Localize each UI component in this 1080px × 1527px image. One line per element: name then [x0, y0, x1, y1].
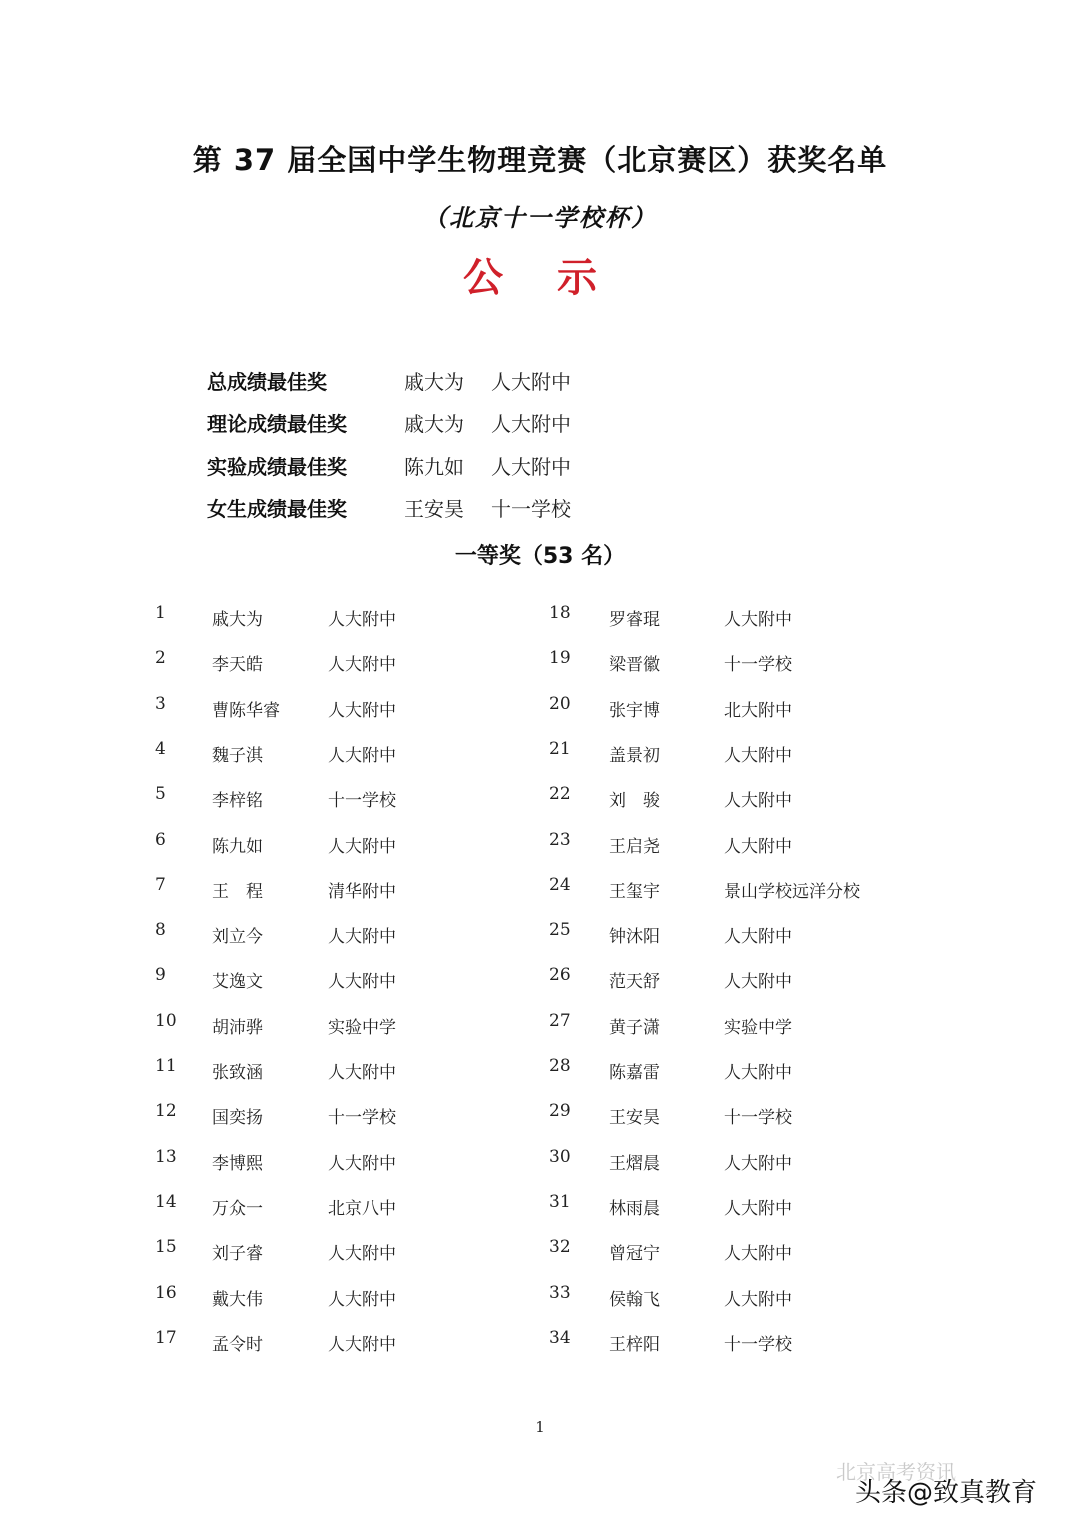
winner-rank: 30: [549, 1146, 571, 1167]
winner-rank: 2: [155, 648, 166, 669]
winner-name: 陈九如: [404, 455, 464, 479]
winner-row: [0, 1237, 1080, 1277]
winner-school: 人大附中: [724, 1244, 792, 1265]
winner-row: [0, 1192, 1080, 1232]
winner-row: [0, 1328, 1080, 1368]
winner-school: 十一学校: [724, 655, 792, 676]
winner-school: 人大附中: [724, 972, 792, 993]
winner-row: [0, 1283, 1080, 1323]
winner-name: 戴大伟: [212, 1289, 263, 1310]
winner-name: 刘 骏: [609, 791, 660, 812]
winner-rank: 19: [549, 648, 571, 669]
winner-name: 戚大为: [212, 610, 263, 630]
winner-name: 钟沐阳: [609, 927, 660, 948]
first-prize-heading: 一等奖（53 名）: [454, 544, 626, 569]
award-title: 理论成绩最佳奖: [207, 412, 347, 436]
winner-name: 戚大为: [404, 412, 464, 436]
best-award-row: [0, 451, 1080, 491]
document-subtitle: （北京十一学校杯）: [423, 203, 657, 232]
award-title: 总成绩最佳奖: [207, 370, 327, 394]
winner-school: 人大附中: [724, 927, 792, 948]
winner-school: 十一学校: [724, 1334, 792, 1355]
winner-rank: 8: [155, 920, 166, 941]
winner-row: [0, 920, 1080, 960]
page-number: 1: [535, 1418, 545, 1436]
award-title: 女生成绩最佳奖: [207, 497, 347, 521]
winner-school: 人大附中: [328, 610, 396, 630]
document-title: 第 37 届全国中学生物理竞赛（北京赛区）获奖名单: [192, 143, 888, 177]
winner-name: 林雨晨: [609, 1198, 660, 1219]
winner-name: 曾冠宁: [609, 1244, 660, 1265]
winner-row: [0, 739, 1080, 779]
winner-name: 王玺宇: [609, 881, 660, 902]
winner-name: 戚大为: [404, 370, 464, 394]
winner-rank: 21: [549, 738, 571, 759]
winner-name: 盖景初: [609, 745, 660, 766]
winner-rank: 5: [155, 784, 166, 805]
winner-rank: 10: [155, 1010, 177, 1031]
winner-row: [0, 603, 1080, 643]
winner-rank: 25: [549, 920, 571, 941]
winner-school: 清华附中: [328, 881, 396, 902]
winner-name: 曹陈华睿: [212, 700, 280, 721]
winner-name: 艾逸文: [212, 972, 263, 993]
winner-name: 王启尧: [609, 836, 660, 857]
winner-name: 李天皓: [212, 655, 263, 676]
winner-school: 人大附中: [328, 1334, 396, 1355]
winner-name: 万众一: [212, 1198, 263, 1219]
winner-rank: 13: [155, 1146, 177, 1167]
winner-row: [0, 1056, 1080, 1096]
winner-rank: 17: [155, 1327, 177, 1348]
winner-school: 北大附中: [724, 700, 792, 721]
winner-rank: 12: [155, 1101, 177, 1122]
winner-rank: 32: [549, 1237, 571, 1258]
watermark-faint: 北京高考资讯: [836, 1460, 956, 1484]
winner-rank: 1: [155, 603, 166, 623]
winner-school: 十一学校: [724, 1108, 792, 1129]
best-award-row: [0, 493, 1080, 533]
winner-name: 张致涵: [212, 1063, 263, 1083]
winner-row: [0, 965, 1080, 1005]
winner-row: [0, 1101, 1080, 1141]
winner-name: 王梓阳: [609, 1334, 660, 1355]
winner-rank: 11: [155, 1056, 177, 1076]
winner-rank: 14: [155, 1191, 177, 1212]
winner-name: 罗睿琨: [609, 610, 660, 630]
winner-name: 黄子潇: [609, 1017, 660, 1038]
winner-school: 人大附中: [328, 745, 396, 766]
winner-school: 景山学校远洋分校: [724, 881, 860, 902]
winner-rank: 20: [549, 693, 571, 714]
winner-name: 陈九如: [212, 836, 263, 857]
winner-school: 人大附中: [724, 836, 792, 857]
winner-rank: 23: [549, 829, 571, 850]
winner-name: 王熠晨: [609, 1153, 660, 1174]
winner-row: [0, 694, 1080, 734]
winner-school: 人大附中: [724, 610, 792, 630]
winner-row: [0, 1147, 1080, 1187]
winner-row: [0, 875, 1080, 915]
winner-school: 十一学校: [491, 497, 571, 521]
winner-name: 李博熙: [212, 1153, 263, 1174]
winner-name: 刘立今: [212, 927, 263, 948]
winner-name: 张宇博: [609, 700, 660, 721]
winner-rank: 33: [549, 1282, 571, 1303]
winner-school: 人大附中: [724, 745, 792, 766]
winner-name: 王安昊: [609, 1108, 660, 1129]
watermark-main: 头条@致真教育: [855, 1478, 1038, 1508]
winner-school: 人大附中: [724, 1063, 792, 1083]
winner-name: 范天舒: [609, 972, 660, 993]
winner-school: 人大附中: [491, 370, 571, 394]
winner-rank: 27: [549, 1010, 571, 1031]
winner-name: 李梓铭: [212, 791, 263, 812]
winner-rank: 18: [549, 603, 571, 623]
winner-school: 人大附中: [328, 836, 396, 857]
winner-rank: 26: [549, 965, 571, 986]
winner-school: 实验中学: [328, 1017, 396, 1038]
winner-school: 人大附中: [491, 455, 571, 479]
winner-row: [0, 1011, 1080, 1051]
winner-rank: 24: [549, 874, 571, 895]
winner-name: 魏子淇: [212, 745, 263, 766]
award-title: 实验成绩最佳奖: [207, 455, 347, 479]
winner-row: [0, 784, 1080, 824]
winner-school: 人大附中: [491, 412, 571, 436]
winner-rank: 29: [549, 1101, 571, 1122]
winner-school: 人大附中: [328, 927, 396, 948]
winner-name: 梁晋徽: [609, 655, 660, 676]
winner-school: 人大附中: [724, 1198, 792, 1219]
winner-name: 刘子睿: [212, 1244, 263, 1265]
winner-rank: 6: [155, 829, 166, 850]
winner-school: 人大附中: [328, 1153, 396, 1174]
winner-school: 人大附中: [328, 1063, 396, 1083]
winner-rank: 3: [155, 693, 166, 714]
winner-school: 人大附中: [328, 1289, 396, 1310]
winner-row: [0, 648, 1080, 688]
winner-name: 陈嘉雷: [609, 1063, 660, 1083]
best-award-row: [0, 408, 1080, 448]
winner-name: 王 程: [212, 881, 263, 902]
winner-name: 王安昊: [404, 497, 464, 521]
winner-rank: 22: [549, 784, 571, 805]
winner-school: 十一学校: [328, 1108, 396, 1129]
winner-school: 人大附中: [328, 972, 396, 993]
winner-school: 人大附中: [328, 1244, 396, 1265]
winner-school: 十一学校: [328, 791, 396, 812]
winner-rank: 15: [155, 1237, 177, 1258]
winner-rank: 4: [155, 738, 166, 759]
winner-school: 人大附中: [328, 655, 396, 676]
winner-school: 人大附中: [724, 1153, 792, 1174]
winner-rank: 31: [549, 1191, 571, 1212]
winner-name: 国奕扬: [212, 1108, 263, 1129]
winner-rank: 9: [155, 965, 166, 986]
winner-school: 人大附中: [328, 700, 396, 721]
winner-school: 实验中学: [724, 1017, 792, 1038]
winner-rank: 28: [549, 1056, 571, 1076]
winner-name: 侯翰飞: [609, 1289, 660, 1310]
notice-heading: 公 示: [463, 255, 617, 301]
winner-school: 人大附中: [724, 1289, 792, 1310]
winner-rank: 16: [155, 1282, 177, 1303]
winner-row: [0, 830, 1080, 870]
winner-school: 人大附中: [724, 791, 792, 812]
winner-rank: 34: [549, 1327, 571, 1348]
winner-name: 胡沛骅: [212, 1017, 263, 1038]
winner-name: 孟令时: [212, 1334, 263, 1355]
winner-rank: 7: [155, 874, 166, 895]
best-award-row: [0, 366, 1080, 406]
winner-school: 北京八中: [328, 1198, 396, 1219]
